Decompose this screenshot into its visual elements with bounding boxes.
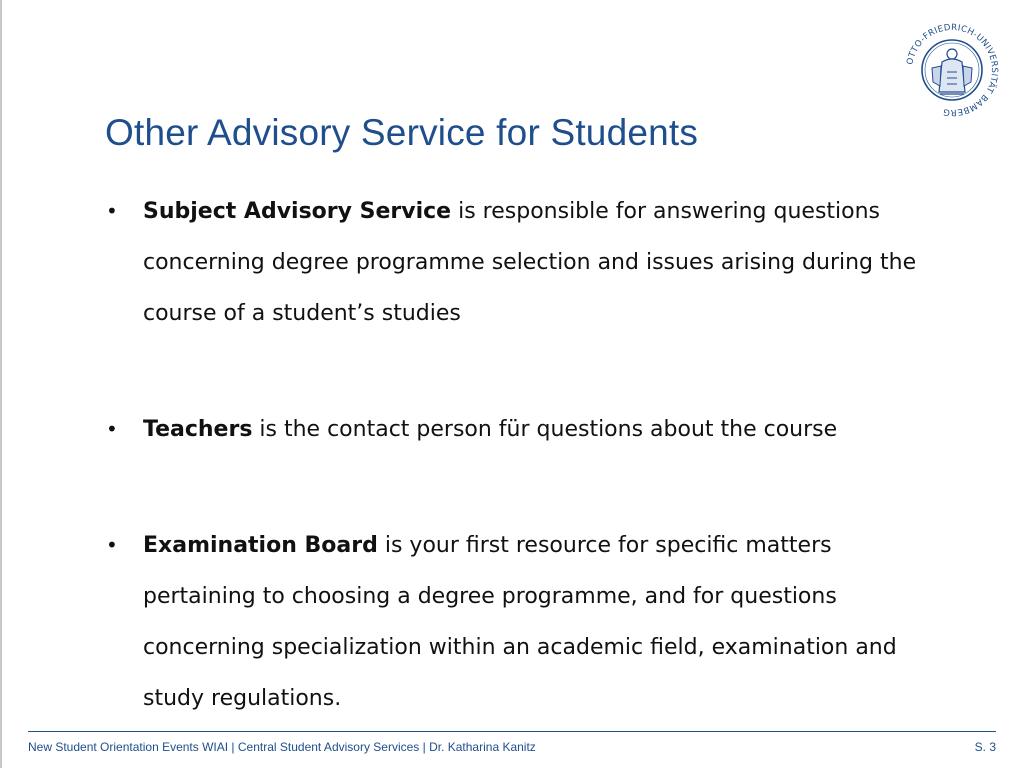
bullet-item-teachers (100, 404, 920, 455)
bullet-text: is the contact person für questions about the course (259, 417, 838, 442)
bullet-dot-icon: • (106, 199, 118, 223)
bullet-text: is responsible for answering questions concerning degree programme selection and issues arising during the course of a student’s studies (143, 199, 917, 326)
university-seal-logo (904, 22, 1000, 118)
bullet-term: Examination Board (143, 533, 378, 558)
bullet-dot-icon: • (106, 533, 118, 557)
bullet-item-examination-board (100, 520, 920, 724)
footer-text: New Student Orientation Events WIAI | Central Student Advisory Services | Dr. Katharina Kanitz (28, 740, 536, 754)
bullet-item-subject-advisory (100, 186, 920, 339)
left-border-line (0, 0, 2, 768)
bullet-dot-icon: • (106, 417, 118, 441)
bullet-text: is your first resource for specific matters pertaining to choosing a degree programme, and for questions concerning specialization within an academic field, examination and study regulations. (143, 533, 897, 711)
university-seal-icon (904, 22, 1000, 118)
footer-divider (28, 731, 996, 732)
seal-arc-text: OTTO-FRIEDRICH-UNIVERSITÄT BAMBERG (905, 22, 1000, 118)
slide-title: Other Advisory Service for Students (105, 112, 699, 153)
page-number: S. 3 (974, 740, 996, 754)
bullet-term: Subject Advisory Service (143, 199, 452, 224)
bullet-list (100, 186, 920, 724)
bullet-term: Teachers (143, 417, 253, 442)
